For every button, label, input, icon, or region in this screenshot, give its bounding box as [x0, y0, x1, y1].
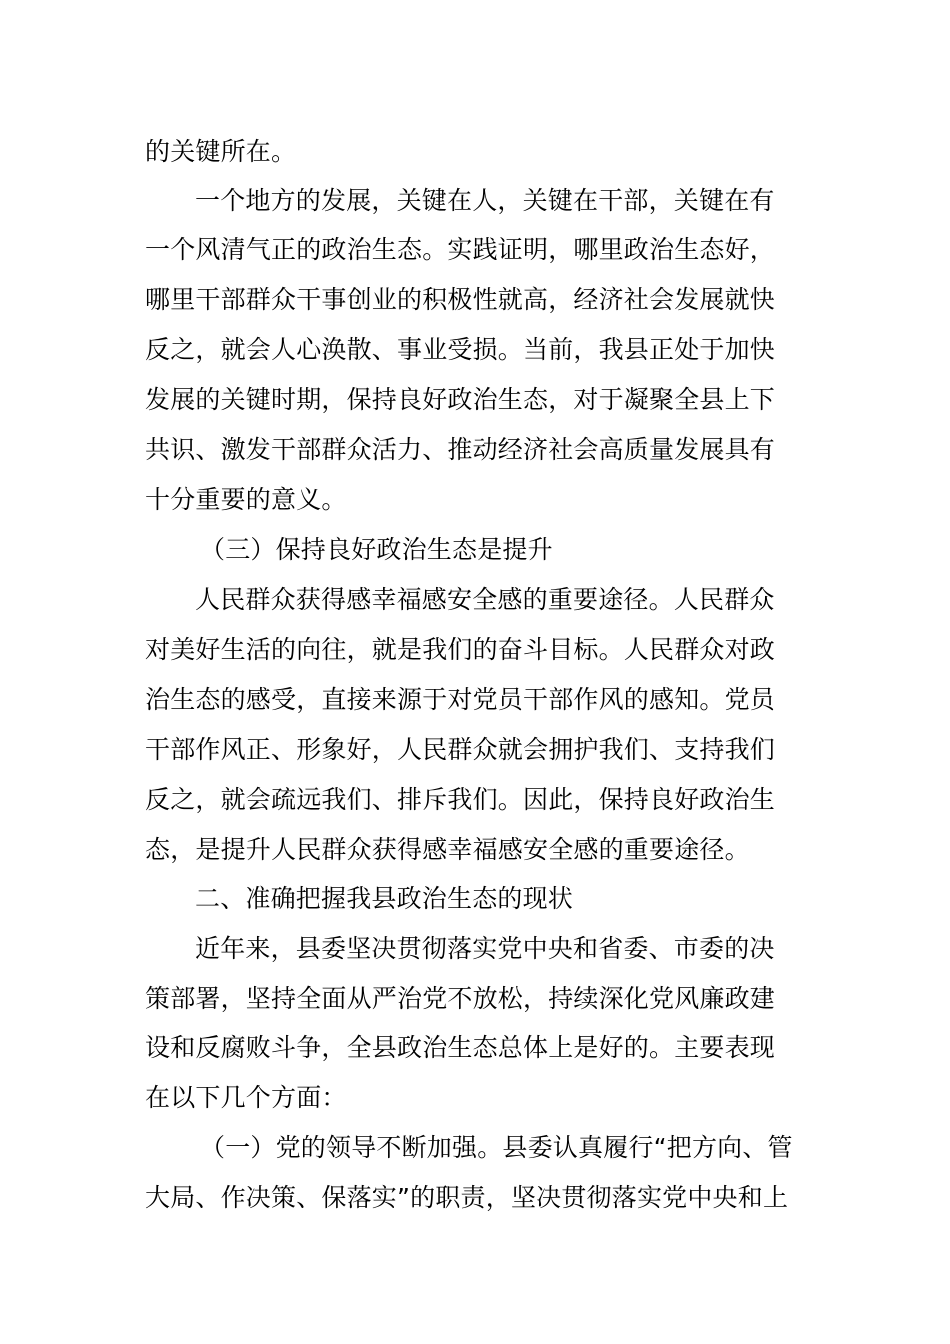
text-line: 对美好生活的向往，就是我们的奋斗目标。人民群众对政 — [145, 635, 776, 664]
text-line: 哪里干部群众干事创业的积极性就高，经济社会发展就快 — [145, 285, 776, 314]
text-line: 在以下几个方面： — [145, 1083, 347, 1112]
text-line: 的关键所在。 — [145, 137, 297, 166]
text-line: 大局、作决策、保落实”的职责，坚决贯彻落实党中央和上 — [145, 1183, 789, 1212]
text-line: 设和反腐败斗争，全县政治生态总体上是好的。主要表现 — [145, 1033, 776, 1062]
text-line: 人民群众获得感幸福感安全感的重要途径。人民群众 — [195, 585, 775, 614]
text-line: 一个地方的发展，关键在人，关键在干部，关键在有 — [195, 186, 775, 215]
section-heading: 二、准确把握我县政治生态的现状 — [195, 884, 574, 913]
text-line: 一个风清气正的政治生态。实践证明，哪里政治生态好， — [145, 235, 776, 264]
text-line: 反之，就会人心涣散、事业受损。当前，我县正处于加快 — [145, 335, 776, 364]
text-line: 发展的关键时期，保持良好政治生态，对于凝聚全县上下 — [145, 385, 776, 414]
text-line: 十分重要的意义。 — [145, 485, 347, 514]
text-line: 反之，就会疏远我们、排斥我们。因此，保持良好政治生 — [145, 785, 776, 814]
text-line: （一）党的领导不断加强。县委认真履行“把方向、管 — [200, 1133, 793, 1162]
section-heading: （三）保持良好政治生态是提升 — [200, 535, 553, 564]
text-line: 治生态的感受，直接来源于对党员干部作风的感知。党员 — [145, 685, 776, 714]
text-line: 干部作风正、形象好，人民群众就会拥护我们、支持我们 — [145, 735, 776, 764]
text-line: 态，是提升人民群众获得感幸福感安全感的重要途径。 — [145, 835, 750, 864]
text-line: 共识、激发干部群众活力、推动经济社会高质量发展具有 — [145, 435, 776, 464]
text-line: 策部署，坚持全面从严治党不放松，持续深化党风廉政建 — [145, 984, 776, 1013]
text-line: 近年来，县委坚决贯彻落实党中央和省委、市委的决 — [195, 934, 775, 963]
